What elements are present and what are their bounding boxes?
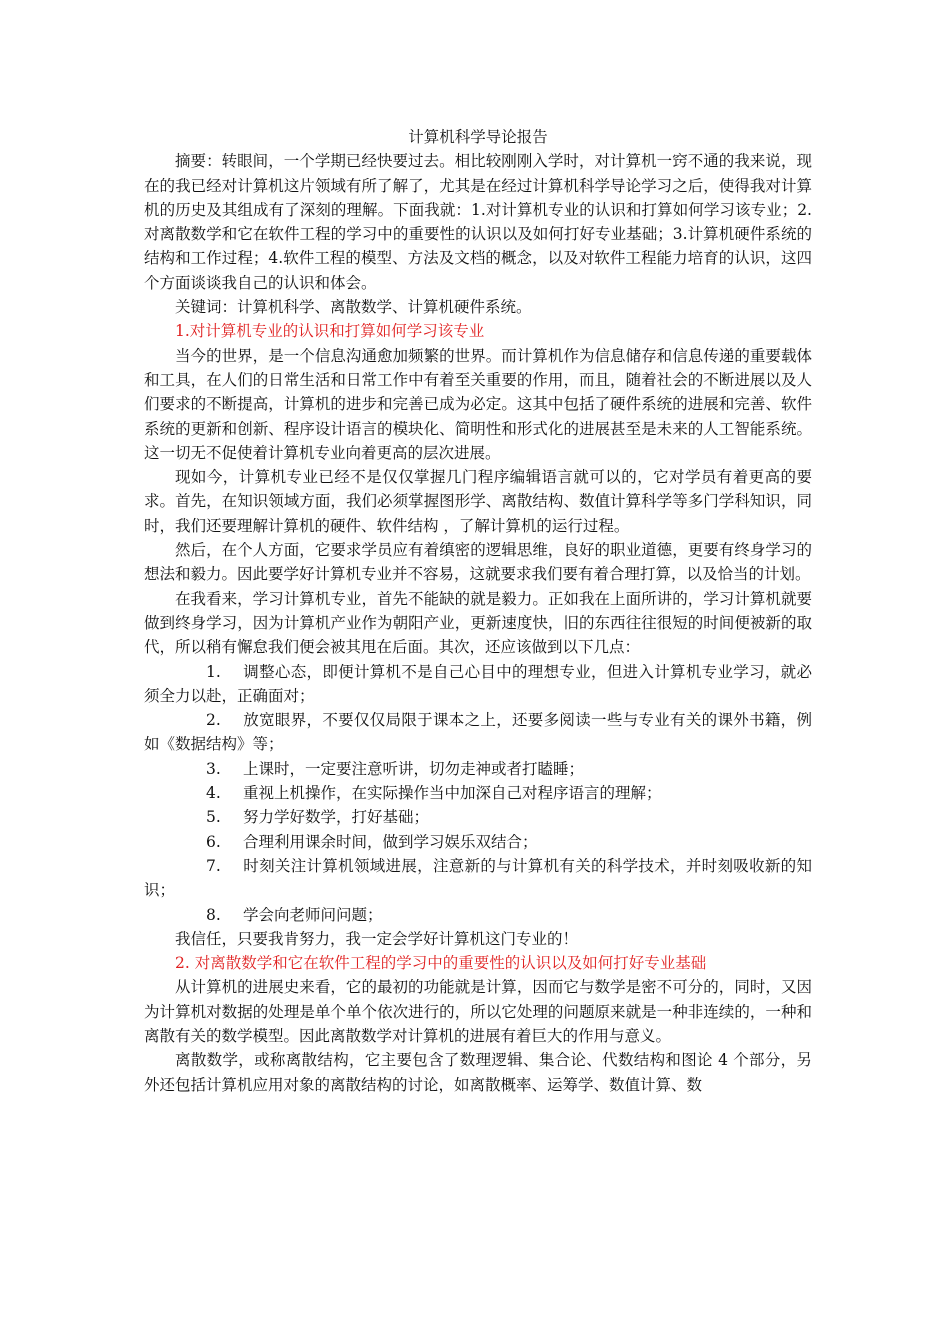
list-item [144,708,812,757]
list-text: 努力学好数学，打好基础； [243,808,430,827]
list-text: 调整心态，即便计算机不是自己心目中的理想专业，但进入计算机专业学习，就必须全力以赴，正确面对； [144,662,812,705]
list-item [144,757,812,781]
paragraph: 从计算机的进展史来看，它的最初的功能就是计算，因而它与数学是密不可分的，同时，又因为计算机对数据的处理是单个单个依次进行的，所以它处理的问题原来就是一种非连续的，一种和离散有关的数学模型。因此离散数学对计算机的进展有着巨大的作用与意义。 [144,978,812,1045]
list-item [144,781,812,805]
list-text: 时刻关注计算机领域进展，注意新的与计算机有关的科学技术，并时刻吸收新的知识； [144,856,812,900]
list-number: 5. [206,808,221,827]
list-number: 3. [206,759,221,778]
list-item [144,830,812,854]
section-heading-1: 1.对计算机专业的认识和打算如何学习该专业 [175,322,485,341]
list-item [144,903,812,927]
closing-statement: 我信任，只要我肯努力，我一定会学好计算机这门专业的！ [175,929,579,948]
list-text: 放宽眼界，不要仅仅局限于课本之上，还要多阅读一些与专业有关的课外书籍，例如《数据结构》等； [144,711,812,754]
list-number: 2. [206,711,221,730]
paragraph: 离散数学，或称离散结构，它主要包含了数理逻辑、集合论、代数结构和图论 4 个部分，另外还包括计算机应用对象的离散结构的讨论，如离散概率、运筹学、数值计算、数 [144,1051,812,1094]
keywords: 关键词：计算机科学、离散数学、计算机硬件系统。 [175,298,532,317]
document-page [144,125,812,1097]
paragraph: 现如今，计算机专业已经不是仅仅掌握几门程序编辑语言就可以的，它对学员有着更高的要求。首先，在知识领域方面，我们必须掌握图形学、离散结构、数值计算科学等多门学科知识，同时，我们还要理解计算机的硬件、软件结构 ，了解计算机的运行过程。 [144,468,812,535]
list-number: 7. [206,856,221,875]
section-heading-2: 2. 对离散数学和它在软件工程的学习中的重要性的认识以及如何打好专业基础 [175,954,707,973]
paragraph: 当今的世界，是一个信息沟通愈加频繁的世界。而计算机作为信息储存和信息传递的重要载体和工具，在人们的日常生活和日常工作中有着至关重要的作用，而且，随着社会的不断进展以及人们要求的不断提高，计算机的进步和完善已成为必定。这其中包括了硬件系统的进展和完善、软件系统的更新和创新、程序设计语言的模块化、简明性和形式化的进展甚至是未来的人工智能系统。这一切无不促使着计算机专业向着更高的层次进展。 [144,346,812,462]
numbered-list [144,660,812,927]
paragraph: 在我看来，学习计算机专业，首先不能缺的就是毅力。正如我在上面所讲的，学习计算机就要做到终身学习，因为计算机产业作为朝阳产业，更新速度快，旧的东西往往很短的时间便被新的取代，所以稍有懈怠我们便会被其甩在后面。其次，还应该做到以下几点： [144,589,812,657]
list-item [144,805,812,829]
list-number: 8. [206,905,221,924]
list-number: 4. [206,784,221,803]
list-number: 6. [206,832,221,851]
list-text: 合理利用课余时间，做到学习娱乐双结合； [243,832,538,851]
paragraph: 然后，在个人方面，它要求学员应有着缜密的逻辑思维，良好的职业道德，更要有终身学习的想法和毅力。因此要学好计算机专业并不容易，这就要求我们要有着合理打算，以及恰当的计划。 [144,541,812,584]
list-text: 重视上机操作，在实际操作当中加深自己对程序语言的理解； [243,784,662,803]
list-item [144,854,812,903]
list-text: 学会向老师问问题； [243,905,383,924]
list-number: 1. [206,662,221,681]
list-text: 上课时，一定要注意听讲，切勿走神或者打瞌睡； [243,759,585,778]
page-title: 计算机科学导论报告 [408,128,548,146]
abstract: 摘要：转眼间，一个学期已经快要过去。相比较刚刚入学时，对计算机一窍不通的我来说，现在的我已经对计算机这片领域有所了解了，尤其是在经过计算机科学导论学习之后，使得我对计算机的历史及其组成有了深刻的理解。下面我就：1.对计算机专业的认识和打算如何学习该专业；2.对离散数学和它在软件工程的学习中的重要性的认识以及如何打好专业基础；3.计算机硬件系统的结构和工作过程；4.软件工程的模型、方法及文档的概念，以及对软件工程能力培育的认识，这四个方面谈谈我自己的认识和体会。 [144,152,812,292]
list-item [144,660,812,709]
